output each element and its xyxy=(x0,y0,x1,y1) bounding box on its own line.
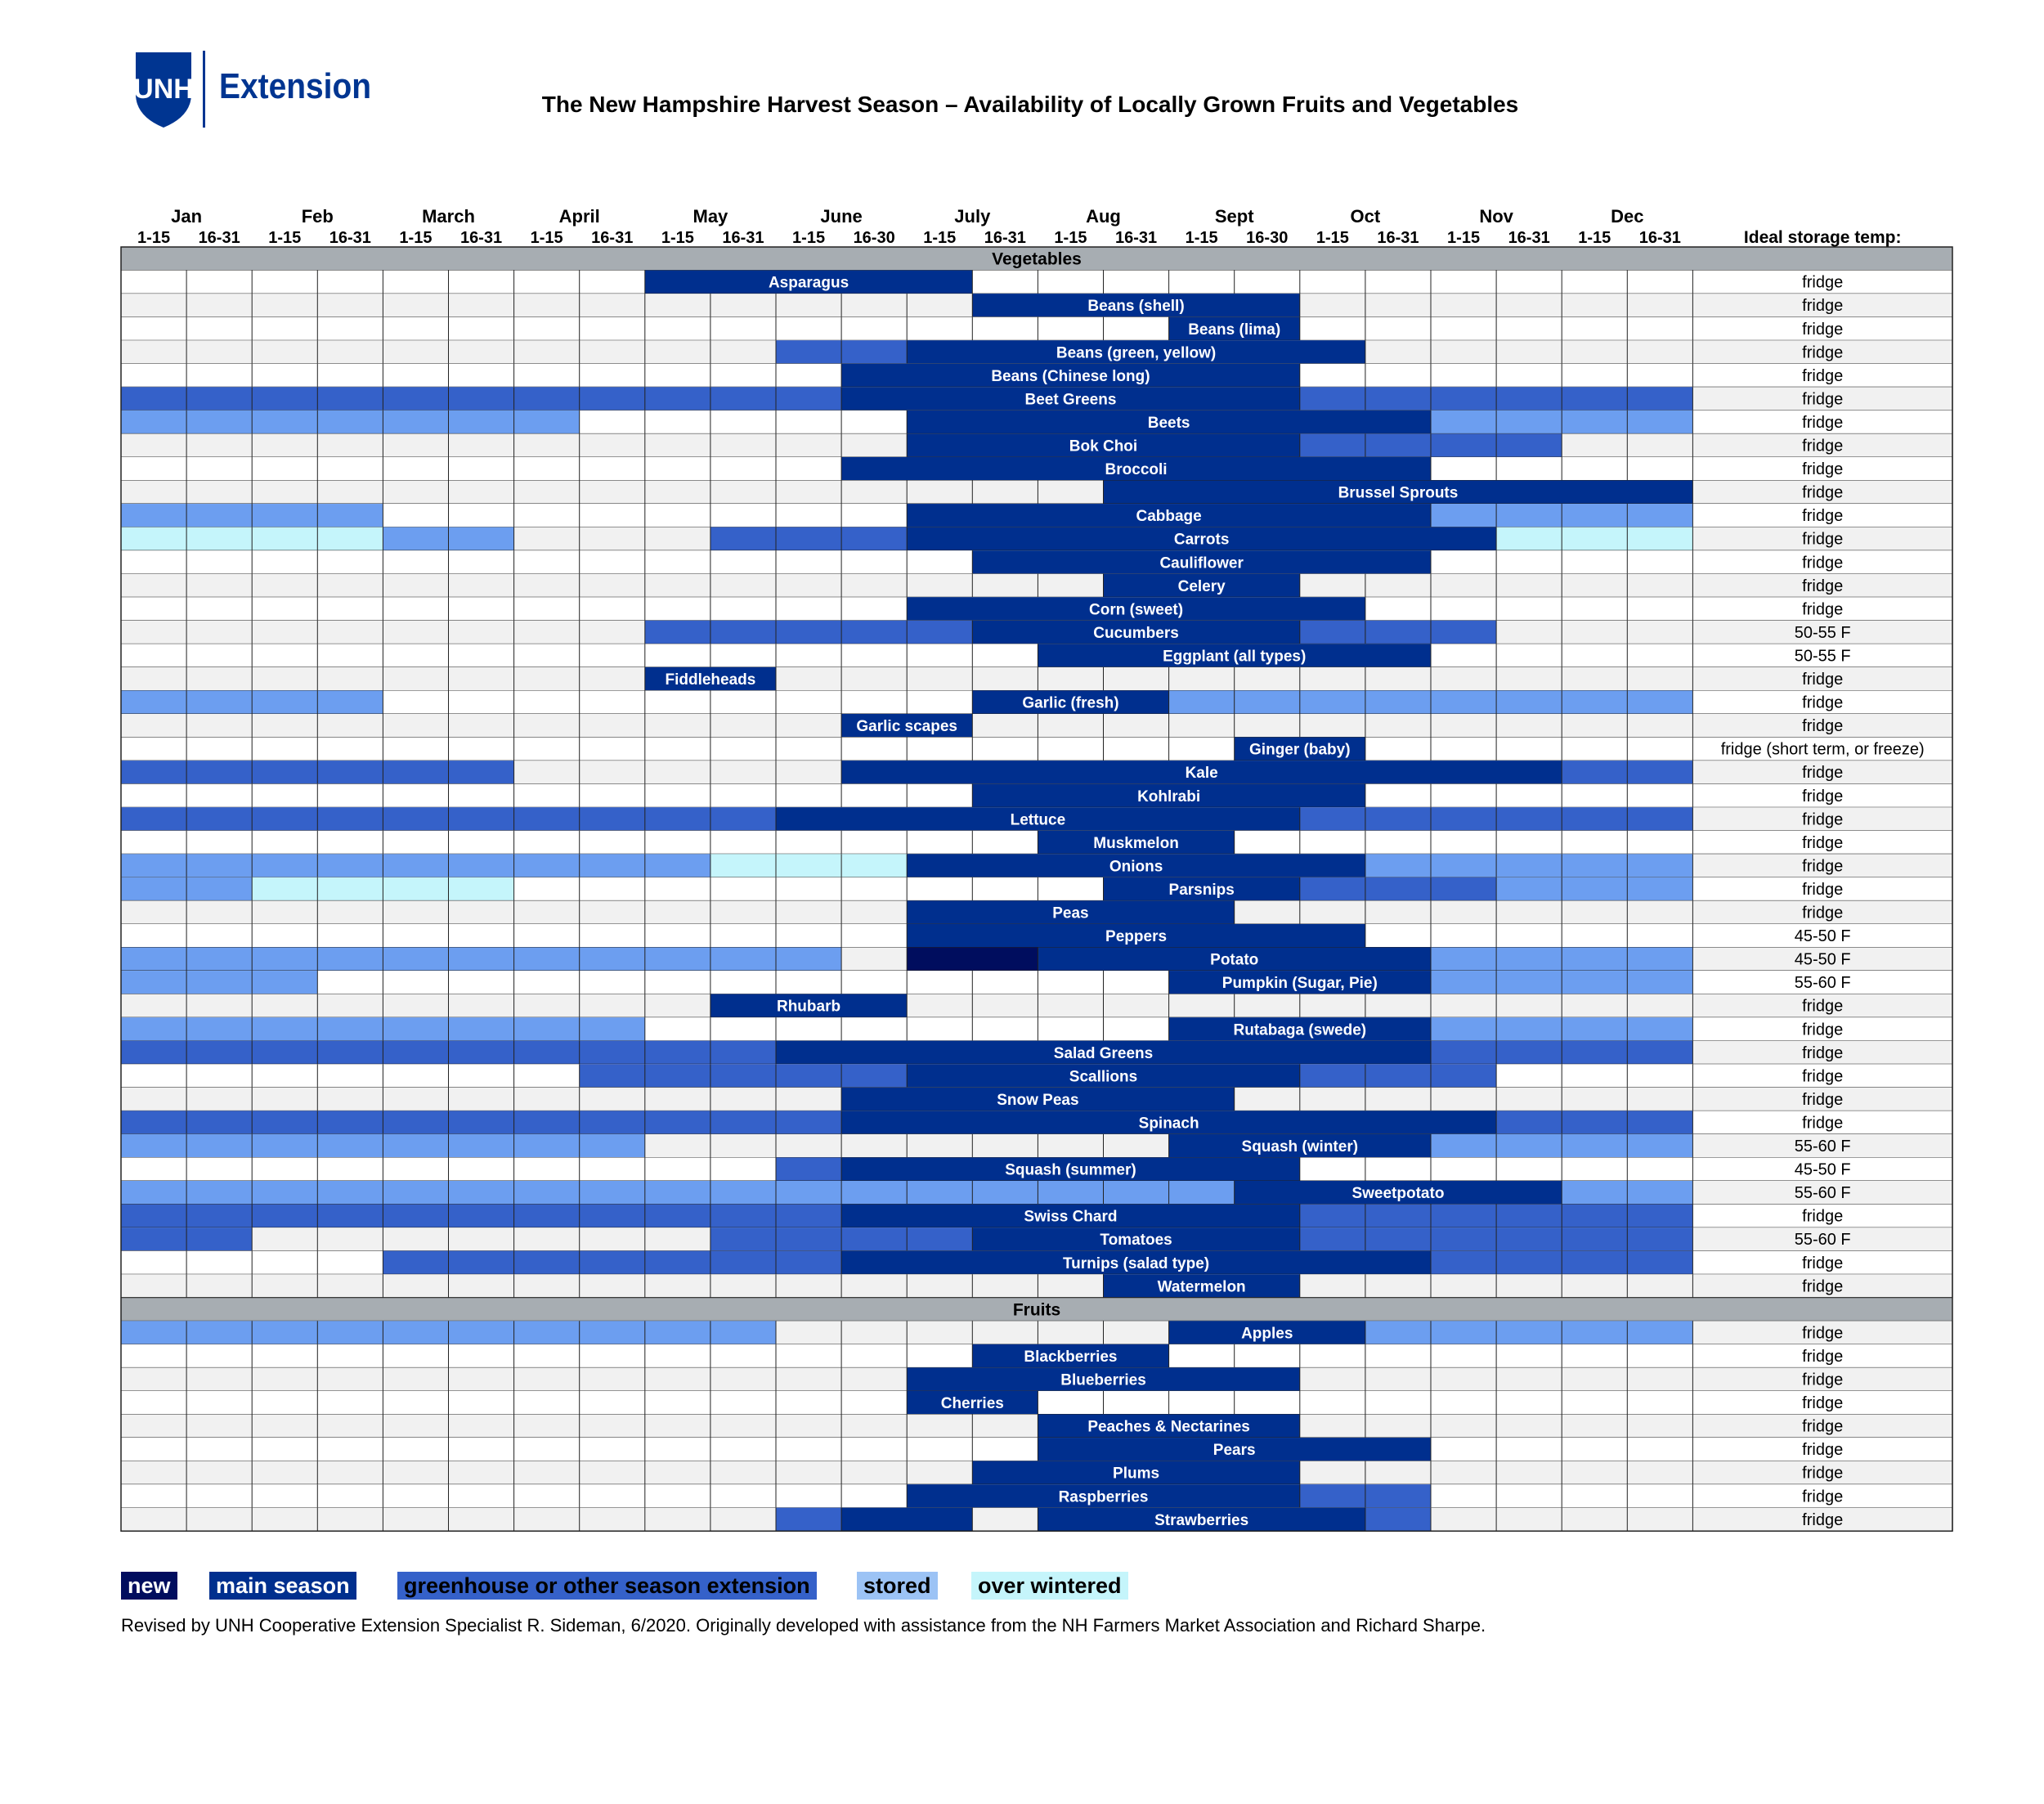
season-bar-ext xyxy=(121,1205,841,1228)
storage-temp: fridge xyxy=(1802,390,1844,409)
month-header: Aug xyxy=(1086,206,1121,227)
crop-name: Pears xyxy=(1213,1442,1256,1460)
month-header: June xyxy=(820,206,863,227)
crop-name: Peaches & Nectarines xyxy=(1087,1418,1250,1436)
crop-name: Peppers xyxy=(1105,928,1168,946)
storage-temp: fridge xyxy=(1802,460,1844,479)
storage-temp: fridge xyxy=(1802,1464,1844,1483)
month-header: Dec xyxy=(1611,206,1644,227)
season-bar-ext xyxy=(1300,621,1496,644)
half-month-header: 1-15 xyxy=(923,229,957,247)
crop-row xyxy=(121,340,1952,364)
half-month-header: 16-31 xyxy=(1114,229,1158,247)
half-month-header: 16-31 xyxy=(459,229,503,247)
crop-name: Spinach xyxy=(1138,1115,1199,1133)
month-header: July xyxy=(954,206,991,227)
storage-temp: 50-55 F xyxy=(1794,647,1851,666)
half-month-header: 1-15 xyxy=(530,229,563,247)
storage-temp: 55-60 F xyxy=(1794,1184,1851,1203)
row-background xyxy=(121,644,1952,667)
storage-temp: fridge xyxy=(1802,366,1844,385)
crop-row xyxy=(121,1017,1952,1041)
crop-name: Fiddleheads xyxy=(665,671,756,689)
crop-name: Muskmelon xyxy=(1093,834,1179,852)
row-background xyxy=(121,1415,1952,1438)
crop-name: Kale xyxy=(1185,765,1218,783)
storage-temp: fridge xyxy=(1802,600,1844,619)
season-bar-stored xyxy=(1365,1321,1692,1344)
crop-row xyxy=(121,1415,1952,1438)
crop-row xyxy=(121,644,1952,667)
half-month-header: 1-15 xyxy=(792,229,826,247)
legend-main-season: main season xyxy=(209,1572,356,1600)
storage-temp: fridge xyxy=(1802,810,1844,829)
crop-row xyxy=(121,1484,1952,1508)
crop-name: Snow Peas xyxy=(997,1091,1079,1109)
season-bar-ext xyxy=(1496,1111,1692,1134)
season-bar-winter xyxy=(710,854,907,877)
season-bar-ext xyxy=(1365,1508,1431,1532)
season-bar-stored xyxy=(121,854,710,877)
crop-name: Peas xyxy=(1052,904,1089,922)
crop-row xyxy=(121,504,1952,527)
crop-row xyxy=(121,1205,1952,1228)
row-background xyxy=(121,994,1952,1018)
crop-row xyxy=(121,690,1952,714)
half-month-header: 16-30 xyxy=(853,229,895,247)
storage-temp: fridge xyxy=(1802,1371,1844,1389)
crop-row xyxy=(121,807,1952,831)
revision-credit: Revised by UNH Cooperative Extension Specialist R. Sideman, 6/2020. Originally developed with assistance from the NH Farmers Market Association and Richard Sharpe. xyxy=(121,1615,1486,1636)
storage-temp: fridge xyxy=(1802,554,1844,572)
crop-name: Lettuce xyxy=(1010,811,1066,829)
storage-temp: fridge xyxy=(1802,717,1844,736)
season-bar-ext xyxy=(121,1111,841,1134)
crop-row xyxy=(121,1088,1952,1111)
storage-temp: fridge xyxy=(1802,1510,1844,1529)
crop-name: Parsnips xyxy=(1168,881,1235,899)
crop-row xyxy=(121,900,1952,924)
crop-name: Beet Greens xyxy=(1024,391,1117,409)
crop-row xyxy=(121,527,1952,551)
storage-temp: 45-50 F xyxy=(1794,927,1851,946)
storage-temp: fridge xyxy=(1802,1417,1844,1436)
crop-name: Carrots xyxy=(1173,531,1230,549)
crop-row xyxy=(121,411,1952,434)
season-bar-stored xyxy=(121,411,580,434)
half-month-header: 1-15 xyxy=(137,229,171,247)
season-bar-main xyxy=(841,1508,972,1532)
storage-temp: fridge (short term, or freeze) xyxy=(1720,740,1925,759)
crop-row xyxy=(121,481,1952,505)
half-month-header: 16-31 xyxy=(722,229,764,247)
crop-row xyxy=(121,387,1952,411)
half-month-header: 16-31 xyxy=(329,229,371,247)
crop-name: Cauliflower xyxy=(1159,554,1244,572)
storage-temp: fridge xyxy=(1802,857,1844,876)
crop-name: Raspberries xyxy=(1058,1488,1149,1506)
crop-name: Kohlrabi xyxy=(1137,788,1201,806)
crop-name: Cherries xyxy=(940,1395,1004,1413)
season-bar-ext xyxy=(1300,1064,1496,1088)
crop-row xyxy=(121,294,1952,317)
month-header: Nov xyxy=(1479,206,1513,227)
extension-label: Extension xyxy=(219,66,371,106)
storage-temp: fridge xyxy=(1802,997,1844,1016)
crop-row xyxy=(121,761,1952,784)
row-background xyxy=(121,317,1952,341)
season-bar-new xyxy=(907,948,1038,972)
storage-temp: fridge xyxy=(1802,507,1844,526)
crop-row xyxy=(121,784,1952,808)
crop-row xyxy=(121,457,1952,481)
storage-temp: fridge xyxy=(1802,437,1844,455)
crop-name: Brussel Sprouts xyxy=(1338,484,1459,502)
storage-temp: fridge xyxy=(1802,764,1844,783)
crop-name: Turnips (salad type) xyxy=(1062,1254,1210,1272)
storage-temp: fridge xyxy=(1802,1254,1844,1272)
half-month-header: 1-15 xyxy=(1578,229,1611,247)
row-background xyxy=(121,738,1952,761)
storage-temp: fridge xyxy=(1802,671,1844,689)
crop-name: Onions xyxy=(1109,858,1163,876)
storage-temp: fridge xyxy=(1802,1114,1844,1133)
storage-temp: fridge xyxy=(1802,1347,1844,1366)
storage-temp: fridge xyxy=(1802,1067,1844,1086)
crop-name: Beets xyxy=(1147,414,1190,432)
crop-row xyxy=(121,948,1952,972)
crop-row xyxy=(121,597,1952,621)
crop-name: Squash (winter) xyxy=(1241,1138,1359,1156)
half-month-header: 1-15 xyxy=(1054,229,1087,247)
crop-row xyxy=(121,971,1952,994)
storage-temp: fridge xyxy=(1802,1207,1844,1226)
half-month-header: 16-31 xyxy=(1508,229,1550,247)
storage-temp: 55-60 F xyxy=(1794,1231,1851,1250)
crop-name: Pumpkin (Sugar, Pie) xyxy=(1221,975,1378,993)
storage-temp: fridge xyxy=(1802,1324,1844,1343)
storage-temp: fridge xyxy=(1802,1441,1844,1460)
storage-temp: fridge xyxy=(1802,1394,1844,1413)
crop-row xyxy=(121,1157,1952,1181)
section-title: Fruits xyxy=(1012,1300,1061,1320)
season-bar-ext xyxy=(776,1157,841,1181)
season-bar-ext xyxy=(776,1508,841,1532)
crop-row xyxy=(121,1321,1952,1344)
crop-name: Potato xyxy=(1210,951,1259,969)
half-month-header: 16-31 xyxy=(198,229,240,247)
season-bar-stored xyxy=(121,1181,1235,1205)
storage-temp: fridge xyxy=(1802,1090,1844,1109)
crop-row xyxy=(121,1508,1952,1532)
crop-name: Garlic scapes xyxy=(856,718,957,736)
crop-name: Bok Choi xyxy=(1069,438,1138,455)
crop-name: Tomatoes xyxy=(1100,1232,1172,1250)
storage-header: Ideal storage temp: xyxy=(1743,228,1902,247)
crop-name: Cabbage xyxy=(1136,508,1202,526)
crop-name: Celery xyxy=(1177,577,1226,595)
row-background xyxy=(121,271,1952,294)
storage-temp: fridge xyxy=(1802,1488,1844,1506)
row-background xyxy=(121,1508,1952,1532)
crop-row xyxy=(121,1344,1952,1368)
half-month-header: 1-15 xyxy=(1447,229,1481,247)
half-month-header: 1-15 xyxy=(268,229,302,247)
season-bar-ext xyxy=(383,1251,841,1275)
month-header: Feb xyxy=(301,206,334,227)
storage-temp: fridge xyxy=(1802,1043,1844,1062)
row-background xyxy=(121,574,1952,598)
crop-row xyxy=(121,994,1952,1018)
storage-temp: fridge xyxy=(1802,904,1844,922)
half-month-header: 16-30 xyxy=(1246,229,1289,247)
crop-name: Beans (green, yellow) xyxy=(1056,344,1217,362)
crop-row xyxy=(121,317,1952,341)
crop-name: Apples xyxy=(1241,1325,1293,1343)
month-header: March xyxy=(422,206,475,227)
month-header: May xyxy=(693,206,728,227)
season-bar-stored xyxy=(121,971,317,994)
crop-row xyxy=(121,1111,1952,1134)
crop-name: Cucumbers xyxy=(1093,624,1179,642)
season-bar-ext xyxy=(645,621,973,644)
crop-row xyxy=(121,1438,1952,1461)
crop-name: Blackberries xyxy=(1024,1348,1118,1366)
crop-name: Eggplant (all types) xyxy=(1163,648,1307,666)
half-month-header: 16-31 xyxy=(591,229,634,247)
crop-row xyxy=(121,433,1952,457)
crop-row xyxy=(121,854,1952,877)
legend-over-wintered: over wintered xyxy=(971,1572,1128,1600)
crop-row xyxy=(121,364,1952,388)
season-bar-stored xyxy=(1496,877,1692,901)
crop-row xyxy=(121,1134,1952,1158)
storage-temp: fridge xyxy=(1802,530,1844,549)
legend-new: new xyxy=(121,1572,177,1600)
crop-row xyxy=(121,1391,1952,1415)
crop-row xyxy=(121,1251,1952,1275)
crop-name: Garlic (fresh) xyxy=(1022,694,1119,712)
storage-temp: fridge xyxy=(1802,880,1844,899)
crop-name: Watermelon xyxy=(1157,1278,1246,1296)
row-background xyxy=(121,1438,1952,1461)
crop-name: Beans (Chinese long) xyxy=(991,367,1150,385)
crop-name: Plums xyxy=(1113,1465,1160,1483)
crop-name: Broccoli xyxy=(1105,461,1168,479)
row-background xyxy=(121,667,1952,691)
row-background xyxy=(121,831,1952,855)
half-month-header: 1-15 xyxy=(399,229,433,247)
crop-name: Asparagus xyxy=(768,274,849,292)
page-title: The New Hampshire Harvest Season – Availability of Locally Grown Fruits and Vegetables xyxy=(541,92,1519,117)
crop-name: Salad Greens xyxy=(1053,1044,1154,1062)
crop-row xyxy=(121,574,1952,598)
crop-row xyxy=(121,1181,1952,1205)
storage-temp: fridge xyxy=(1802,693,1844,712)
storage-temp: fridge xyxy=(1802,1277,1844,1296)
crop-name: Beans (lima) xyxy=(1188,321,1281,339)
crop-row xyxy=(121,1367,1952,1391)
crop-row xyxy=(121,831,1952,855)
month-header: Jan xyxy=(171,206,203,227)
storage-temp: fridge xyxy=(1802,297,1844,316)
crop-name: Corn (sweet) xyxy=(1089,601,1184,619)
storage-temp: 45-50 F xyxy=(1794,1160,1851,1179)
crop-row xyxy=(121,1274,1952,1298)
month-header: Oct xyxy=(1350,206,1381,227)
storage-temp: fridge xyxy=(1802,787,1844,806)
logo-text: UNH xyxy=(134,74,194,105)
crop-name: Strawberries xyxy=(1154,1511,1249,1529)
crop-row xyxy=(121,271,1952,294)
storage-temp: 55-60 F xyxy=(1794,1138,1851,1156)
crop-row xyxy=(121,877,1952,901)
storage-temp: fridge xyxy=(1802,577,1844,595)
section-title: Vegetables xyxy=(992,249,1082,269)
legend-stored: stored xyxy=(857,1572,938,1600)
season-bar-ext xyxy=(710,527,907,551)
crop-row xyxy=(121,621,1952,644)
season-bar-stored xyxy=(1365,854,1692,877)
crop-name: Swiss Chard xyxy=(1024,1208,1118,1226)
crop-name: Rutabaga (swede) xyxy=(1233,1021,1367,1039)
month-header: Sept xyxy=(1214,206,1254,227)
season-bar-stored xyxy=(121,948,841,972)
season-bar-winter xyxy=(1496,527,1692,551)
storage-temp: fridge xyxy=(1802,273,1844,292)
crop-name: Ginger (baby) xyxy=(1249,741,1351,759)
storage-temp: fridge xyxy=(1802,343,1844,362)
storage-temp: 55-60 F xyxy=(1794,974,1851,993)
month-header: April xyxy=(558,206,600,227)
half-month-header: 1-15 xyxy=(661,229,694,247)
crop-name: Blueberries xyxy=(1060,1371,1146,1389)
crop-name: Beans (shell) xyxy=(1087,298,1185,316)
storage-temp: fridge xyxy=(1802,413,1844,432)
storage-temp: fridge xyxy=(1802,833,1844,852)
crop-row xyxy=(121,1064,1952,1088)
crop-row xyxy=(121,1227,1952,1251)
crop-row xyxy=(121,924,1952,948)
crop-name: Scallions xyxy=(1069,1068,1138,1086)
row-background xyxy=(121,1274,1952,1298)
crop-row xyxy=(121,738,1952,761)
crop-row xyxy=(121,1041,1952,1065)
season-bar-ext xyxy=(1300,877,1496,901)
legend-season-extension: greenhouse or other season extension xyxy=(397,1572,817,1600)
storage-temp: fridge xyxy=(1802,320,1844,339)
storage-temp: 45-50 F xyxy=(1794,950,1851,969)
season-bar-ext xyxy=(580,1064,907,1088)
crop-name: Squash (summer) xyxy=(1005,1161,1136,1179)
storage-temp: fridge xyxy=(1802,1021,1844,1039)
crop-row xyxy=(121,667,1952,691)
storage-temp: fridge xyxy=(1802,483,1844,502)
half-month-header: 1-15 xyxy=(1185,229,1218,247)
half-month-header: 16-31 xyxy=(984,229,1026,247)
crop-name: Rhubarb xyxy=(776,998,841,1016)
half-month-header: 1-15 xyxy=(1316,229,1349,247)
crop-row xyxy=(121,1461,1952,1485)
season-bar-ext xyxy=(121,387,841,411)
crop-row xyxy=(121,714,1952,738)
half-month-header: 16-31 xyxy=(1377,229,1419,247)
row-background xyxy=(121,714,1952,738)
crop-row xyxy=(121,550,1952,574)
crop-name: Sweetpotato xyxy=(1351,1185,1445,1203)
half-month-header: 16-31 xyxy=(1638,229,1681,247)
storage-temp: 50-55 F xyxy=(1794,623,1851,642)
